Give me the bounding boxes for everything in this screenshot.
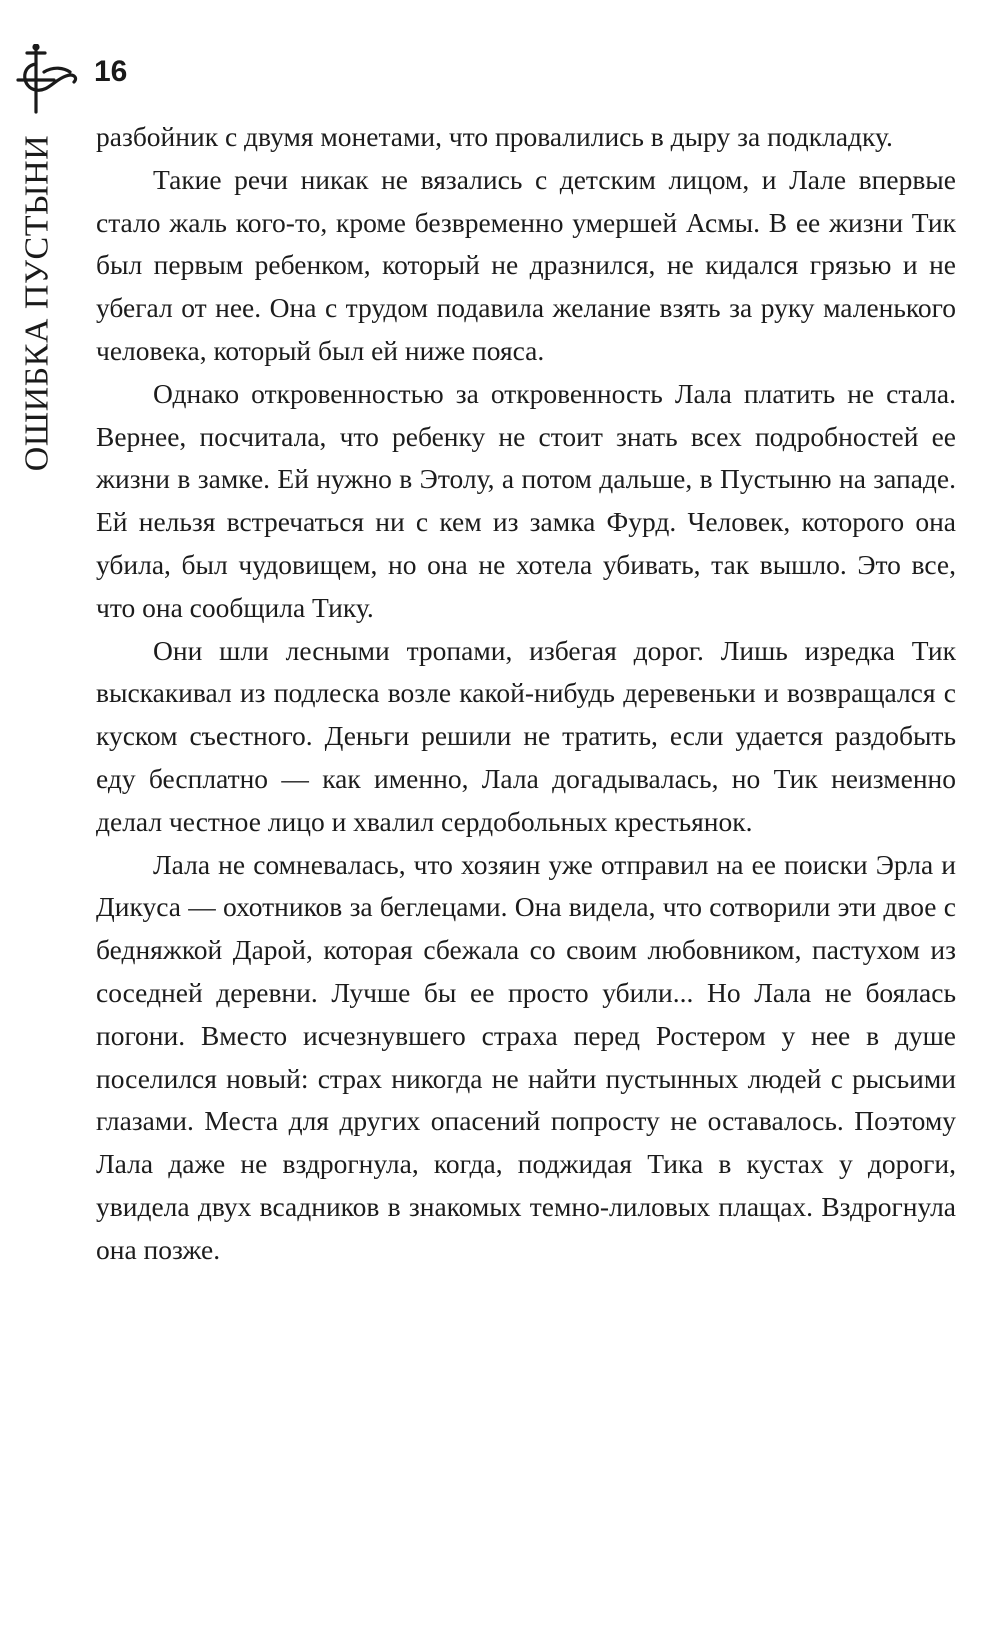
paragraph: Они шли лесными тропами, избегая дорог. Лишь изредка Тик выскакивал из подлеска возле какой-нибудь деревеньки и возвращался с куском съестного. Деньги решили не тратить, если удается раздобыть еду бесплатно — как именно, Лала догадывалась, но Тик неизменно делал честное лицо и хвалил сердобольных крестьянок. xyxy=(96,634,956,837)
running-title xyxy=(8,123,66,483)
body-text xyxy=(96,116,956,1272)
running-title-text: ОШИБКА ПУСТЫНИ xyxy=(18,134,55,472)
dagger-ornament-icon xyxy=(14,44,84,114)
paragraph: Лала не сомневалась, что хозяин уже отправил на ее поиски Эрла и Дикуса — охотников за беглецами. Она видела, что сотворили эти двое с бедняжкой Дарой, которая сбежала со своим любовником, пастухом из соседней деревни. Лучше бы ее просто убили... Но Лала не боялась погони. Вместо исчезнувшего страха перед Ростером у нее в душе поселился новый: страх никогда не найти пустынных людей с рысьими глазами. Места для других опасений попросту не оставалось. Поэтому Лала даже не вздрогнула, когда, поджидая Тика в кустах у дороги, увидела двух всадников в знакомых темно-лиловых плащах. Вздрогнула она позже. xyxy=(96,848,956,1265)
page-number: 16 xyxy=(94,55,128,88)
paragraph: разбойник с двумя монетами, что провалились в дыру за подкладку. xyxy=(96,121,893,152)
paragraph: Такие речи никак не вязались с детским лицом, и Лале впервые стало жаль кого-то, кроме безвременно умершей Асмы. В ее жизни Тик был первым ребенком, который не дразнился, не кидался грязью и не убегал от нее. Она с трудом подавила желание взять за руку маленького человека, который был ей ниже пояса. xyxy=(96,163,956,366)
paragraph: Однако откровенностью за откровенность Лала платить не стала. Вернее, посчитала, что ребенку не стоит знать всех подробностей ее жизни в замке. Ей нужно в Этолу, а потом дальше, в Пустыню на западе. Ей нельзя встречаться ни с кем из замка Фурд. Человек, которого она убила, был чудовищем, но она не хотела убивать, так вышло. Это все, что она сообщила Тику. xyxy=(96,377,956,623)
